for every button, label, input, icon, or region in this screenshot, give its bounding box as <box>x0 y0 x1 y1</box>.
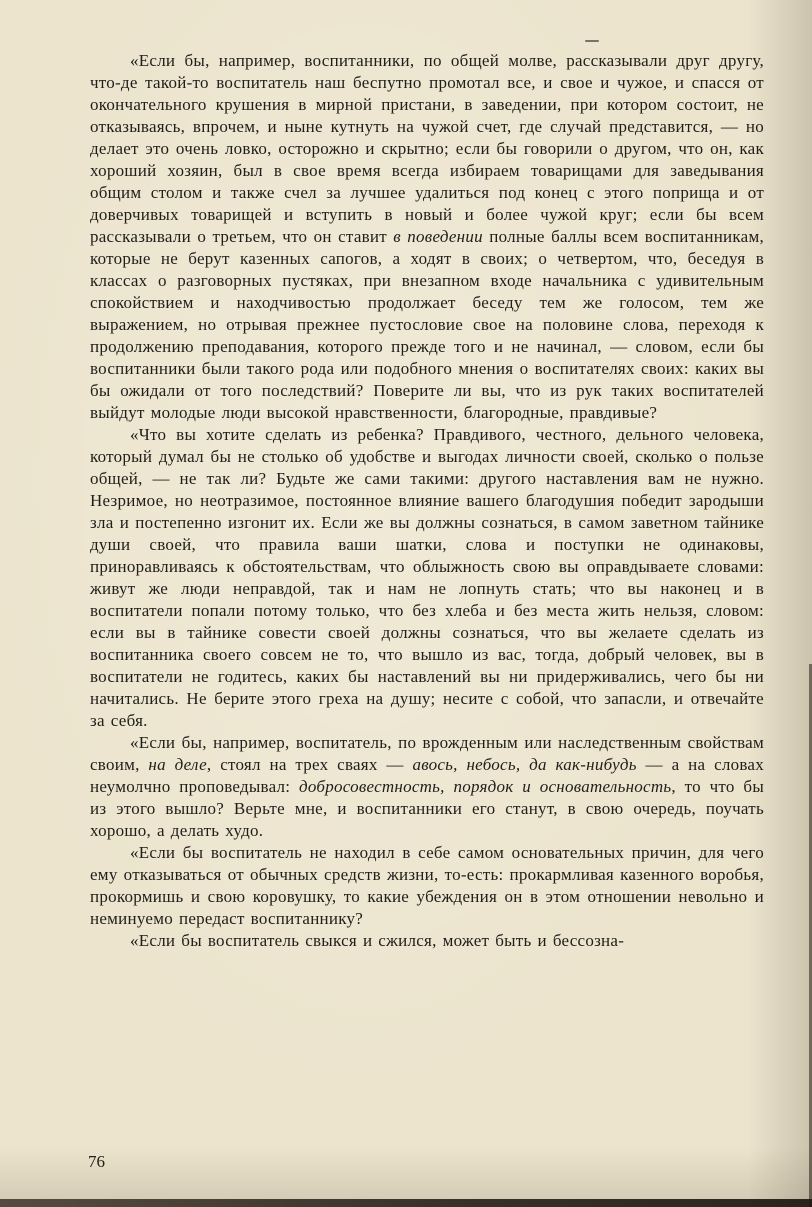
text-segment: «Если бы, например, воспитанники, по общей молве, рассказывали друг другу, что-де такой-то воспитатель наш беспутно промотал все, и свое и чужое, и спасся от окончательного крушения в мирной пристани, в заведении, при котором состоит, не отказываясь, впрочем, и ныне кутнуть на чужой счет, где случай представится, — но делает это очень ловко, осторожно и скрытно; если бы говорили о другом, что он, как хороший хозяин, был в свое время всегда избираем товарищами для заведывания общим столом и также счел за лучшее удалиться под конец с этого поприща и от доверчивых товарищей и вступить в новый и более чужой круг; если бы всем рассказывали о третьем, что он ставит <box>90 51 764 246</box>
text-segment: «Если бы воспитатель свыкся и сжился, может быть и бессозна- <box>130 931 625 950</box>
paragraph <box>90 50 764 424</box>
paragraph <box>90 930 764 952</box>
text-segment: «Что вы хотите сделать из ребенка? Правдивого, честного, дельного человека, который думал бы не столько об удобстве и выгодах личности своей, сколько о пользе общей, — не так ли? Будьте же сами такими: другого наставления вам не нужно. Незримое, но неотразимое, постоянное влияние вашего благодушия победит зародыши зла и постепенно изгонит их. Если же вы должны сознаться, в самом заветном тайнике души своей, что правила ваши шатки, слова и поступки не одинаковы, приноравливаясь к обстоятельствам, что облыжность свою вы оправдываете словами: живут же люди неправдой, так и нам не лопнуть стать; что вы наконец и в воспитатели попали потому только, что без хлеба и без места жить нельзя, словом: если вы в тайнике совести своей должны сознаться, что вы желаете сделать из воспитанника своего совсем не то, что вышло из вас, тогда, добрый человек, вы в воспитатели не годитесь, каких бы наставлений вы ни придерживались, чего бы ни начитались. Не берите этого греха на душу; несите с собой, что запасли, и отвечайте за себя. <box>90 425 764 730</box>
text-segment: , то что бы из этого вышло? Верьте мне, и воспитанники его станут, в свою очередь, поучать хорошо, а делать худо. <box>90 777 765 840</box>
italic-text-segment: в поведении <box>393 227 483 246</box>
page-number: 76 <box>88 1152 105 1171</box>
text-segment: , стоял на трех сваях — <box>206 755 413 774</box>
text-segment: «Если бы, например, воспитатель, по врожденным или наследственным свойствам своим, <box>90 733 764 774</box>
scan-edge-bottom <box>0 1199 812 1207</box>
paragraph <box>90 424 764 732</box>
scan-artifact <box>585 40 599 42</box>
text-segment: «Если бы воспитатель не находил в себе самом основательных причин, для чего ему отказываться от обычных средств жизни, то-есть: прокармливая казенного воробья, прокормишь и свою коровушку, то какие убеждения он в этом отношении невольно и неминуемо передаст воспитаннику? <box>90 843 764 928</box>
page-text <box>90 50 764 952</box>
paragraph <box>90 732 764 842</box>
text-segment: полные баллы всем воспитанникам, которые не берут казенных сапогов, а ходят в своих; о четвертом, что, беседуя в классах о разговорных пустяках, при внезапном входе начальника с удивительным спокойствием и находчивостью продолжает беседу тем же голосом, тем же выражением, но отрывая прежнее пустословие свое на половине слова, переходя к продолжению преподавания, которого прежде того и не начинал, — словом, если бы воспитанники были такого рода или подобного мнения о воспитателях своих: каких вы бы ожидали от того последствий? Поверите ли вы, что из рук таких воспитателей выйдут молодые люди высокой нравственности, благородные, правдивые? <box>90 227 764 422</box>
italic-text-segment: добросовестность, порядок и основательность <box>299 777 672 796</box>
italic-text-segment: авось, небось, да как-нибудь <box>412 755 637 774</box>
paragraph <box>90 842 764 930</box>
italic-text-segment: на деле <box>148 755 207 774</box>
text-segment: — а на словах неумолчно проповедывал: <box>90 755 764 796</box>
